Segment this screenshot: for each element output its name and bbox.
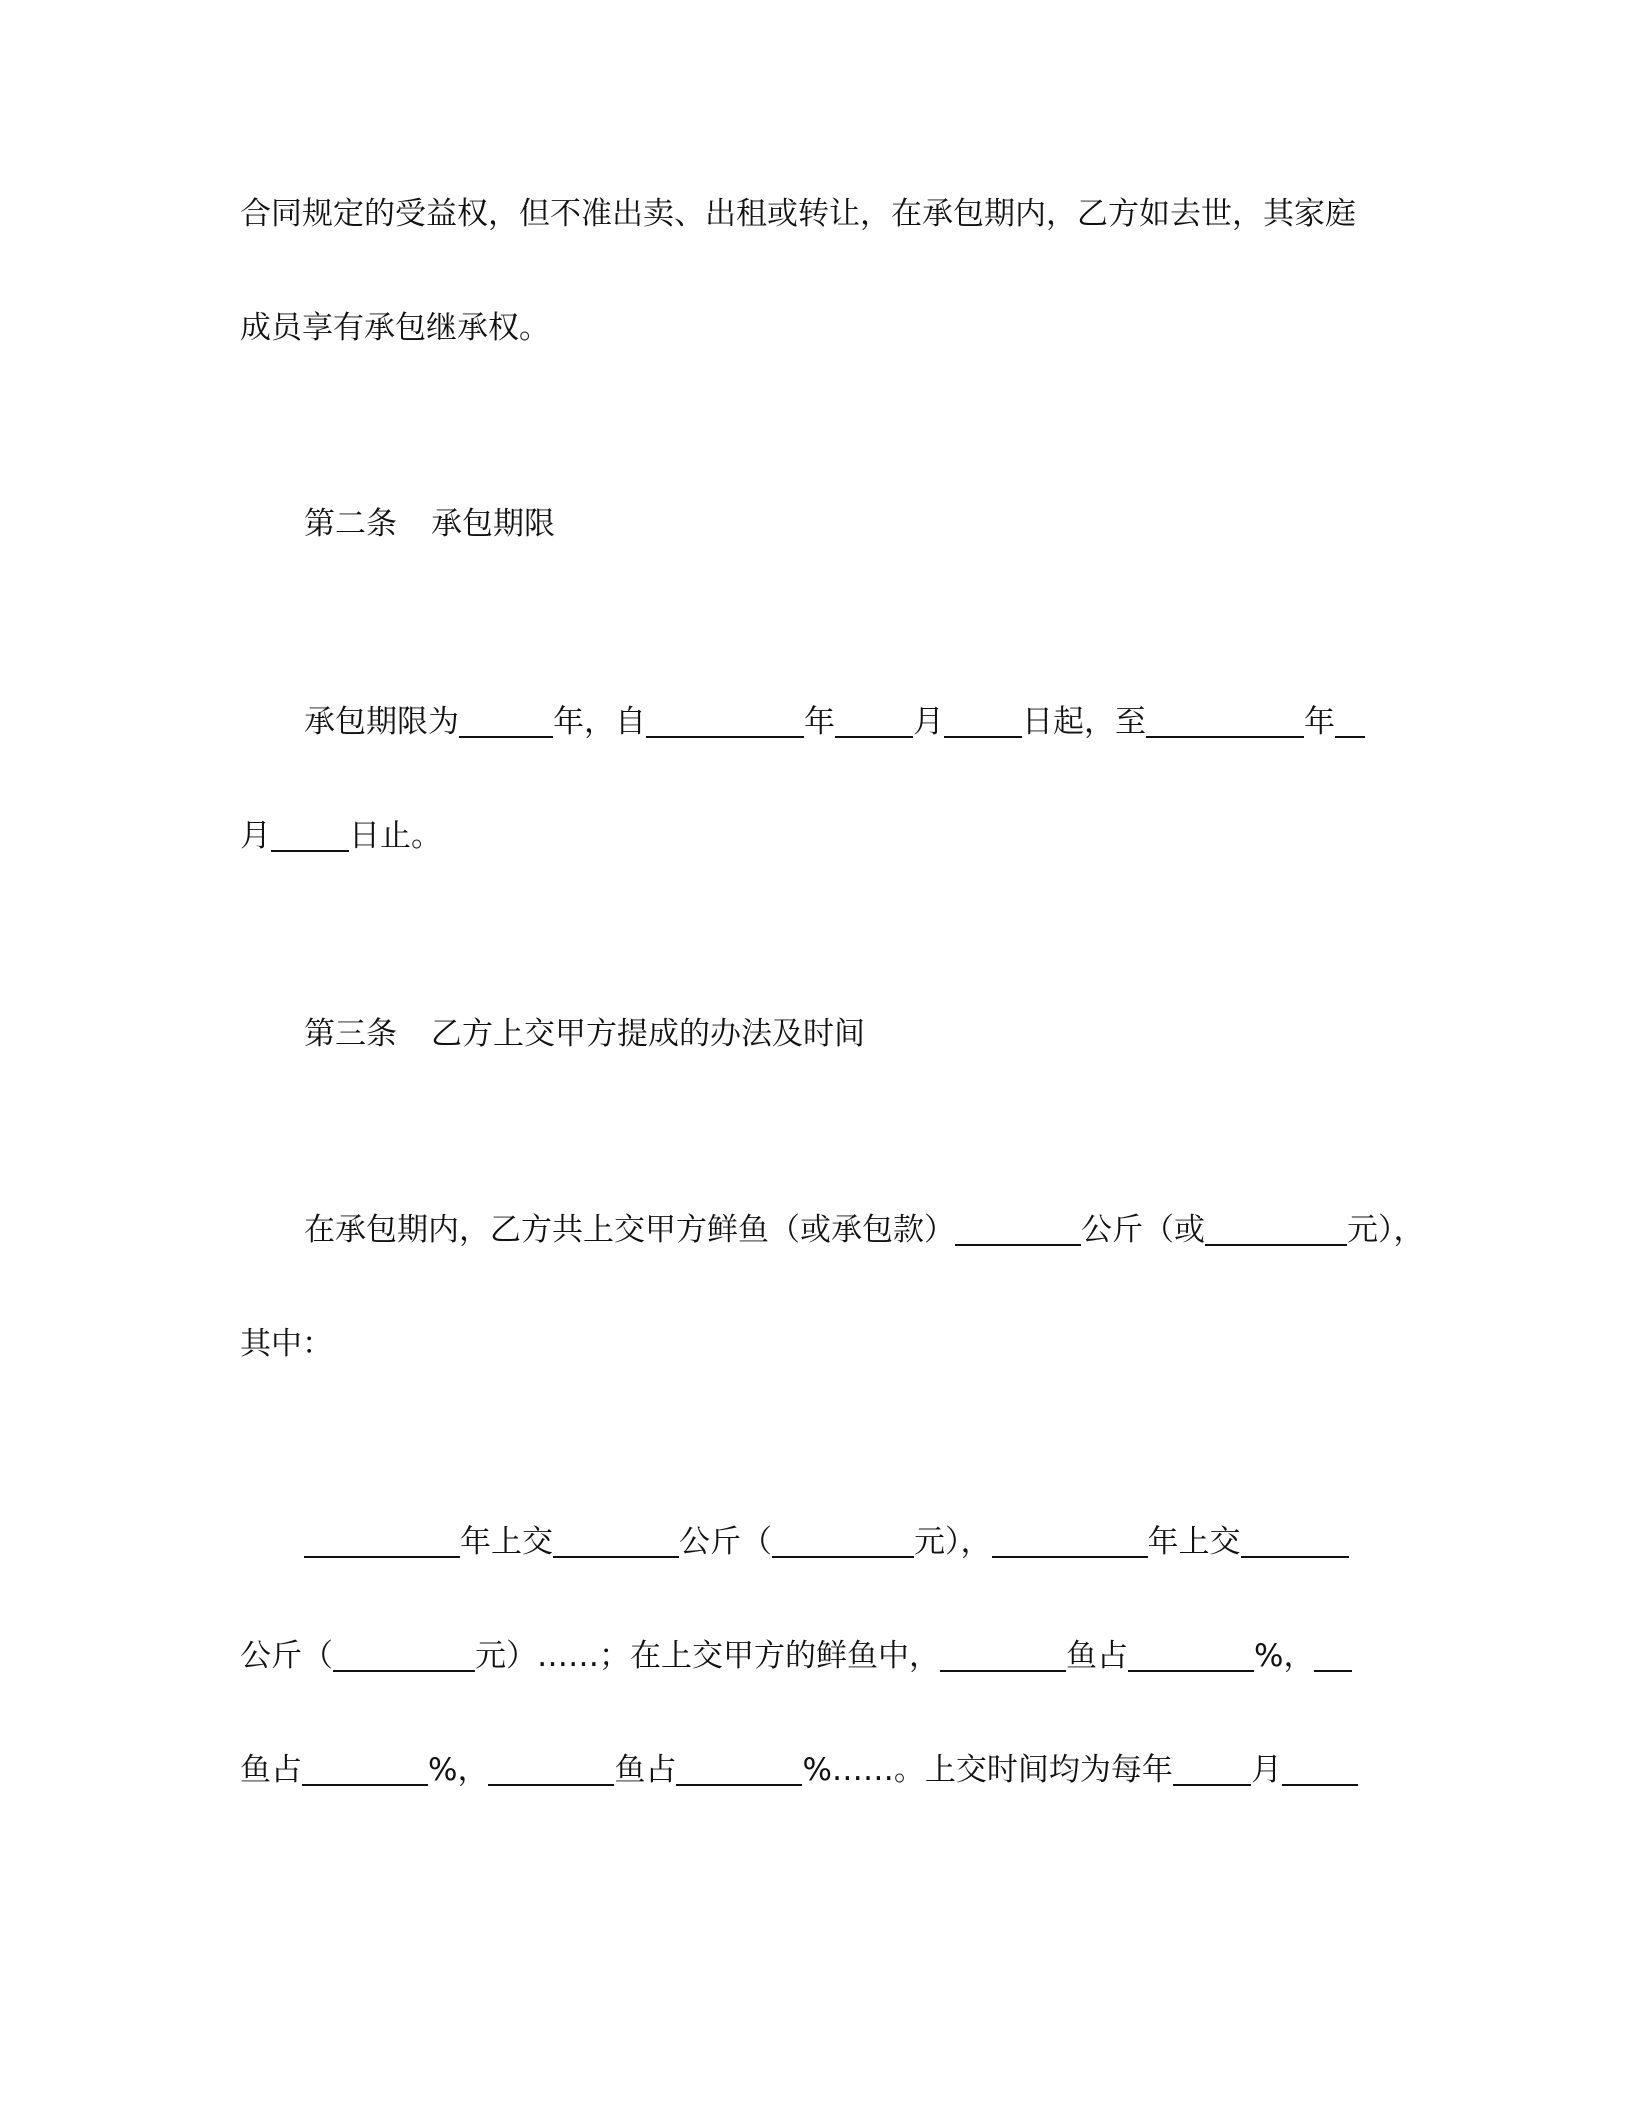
blank-field[interactable] [333,1639,475,1672]
schedule-line-1: 年上交 公斤（ 元）， 年上交 [304,1522,1349,1562]
blank-field[interactable] [1205,1213,1347,1246]
blank-field[interactable] [553,1525,679,1558]
article-label: 第三条 [304,1016,397,1052]
blank-field[interactable] [1241,1525,1349,1558]
blank-field[interactable] [676,1753,802,1786]
blank-field[interactable] [992,1525,1148,1558]
blank-field[interactable] [1282,1753,1358,1786]
blank-field[interactable] [302,1753,428,1786]
blank-field[interactable] [955,1213,1081,1246]
blank-field[interactable] [1173,1753,1251,1786]
schedule-line-3: 鱼占 %， 鱼占 %……。上交时间均为每年 月 [240,1750,1358,1790]
quota-line-1: 在承包期内，乙方共上交甲方鲜鱼（或承包款） 公斤（或 元）， [304,1212,1425,1248]
blank-field[interactable] [944,705,1022,738]
term-line-2: 月 日止。 [240,818,442,854]
article-2-heading [304,504,555,544]
blank-field[interactable] [271,819,349,852]
blank-field[interactable] [1128,1639,1254,1672]
paragraph-line: 合同规定的受益权，但不准出卖、出租或转让，在承包期内，乙方如去世，其家庭 [240,196,1356,232]
blank-field[interactable] [646,705,804,738]
blank-field[interactable] [304,1525,460,1558]
schedule-line-2: 公斤（ 元）……；在上交甲方的鲜鱼中， 鱼占 %， [240,1636,1352,1676]
quota-line-2: 其中： [240,1326,333,1362]
article-title: 乙方上交甲方提成的办法及时间 [431,1016,865,1052]
term-line-1: 承包期限为 年，自 年 月 日起，至 年 [304,702,1365,742]
blank-field[interactable] [488,1753,614,1786]
blank-field[interactable] [772,1525,914,1558]
paragraph-line: 成员享有承包继承权。 [240,310,550,346]
blank-field[interactable] [835,705,913,738]
blank-field[interactable] [1335,705,1365,738]
article-3-heading [304,1014,865,1054]
article-label: 第二条 [304,506,397,542]
blank-field[interactable] [1314,1639,1352,1672]
article-title: 承包期限 [431,506,555,542]
blank-field[interactable] [459,705,553,738]
blank-field[interactable] [940,1639,1066,1672]
blank-field[interactable] [1146,705,1304,738]
